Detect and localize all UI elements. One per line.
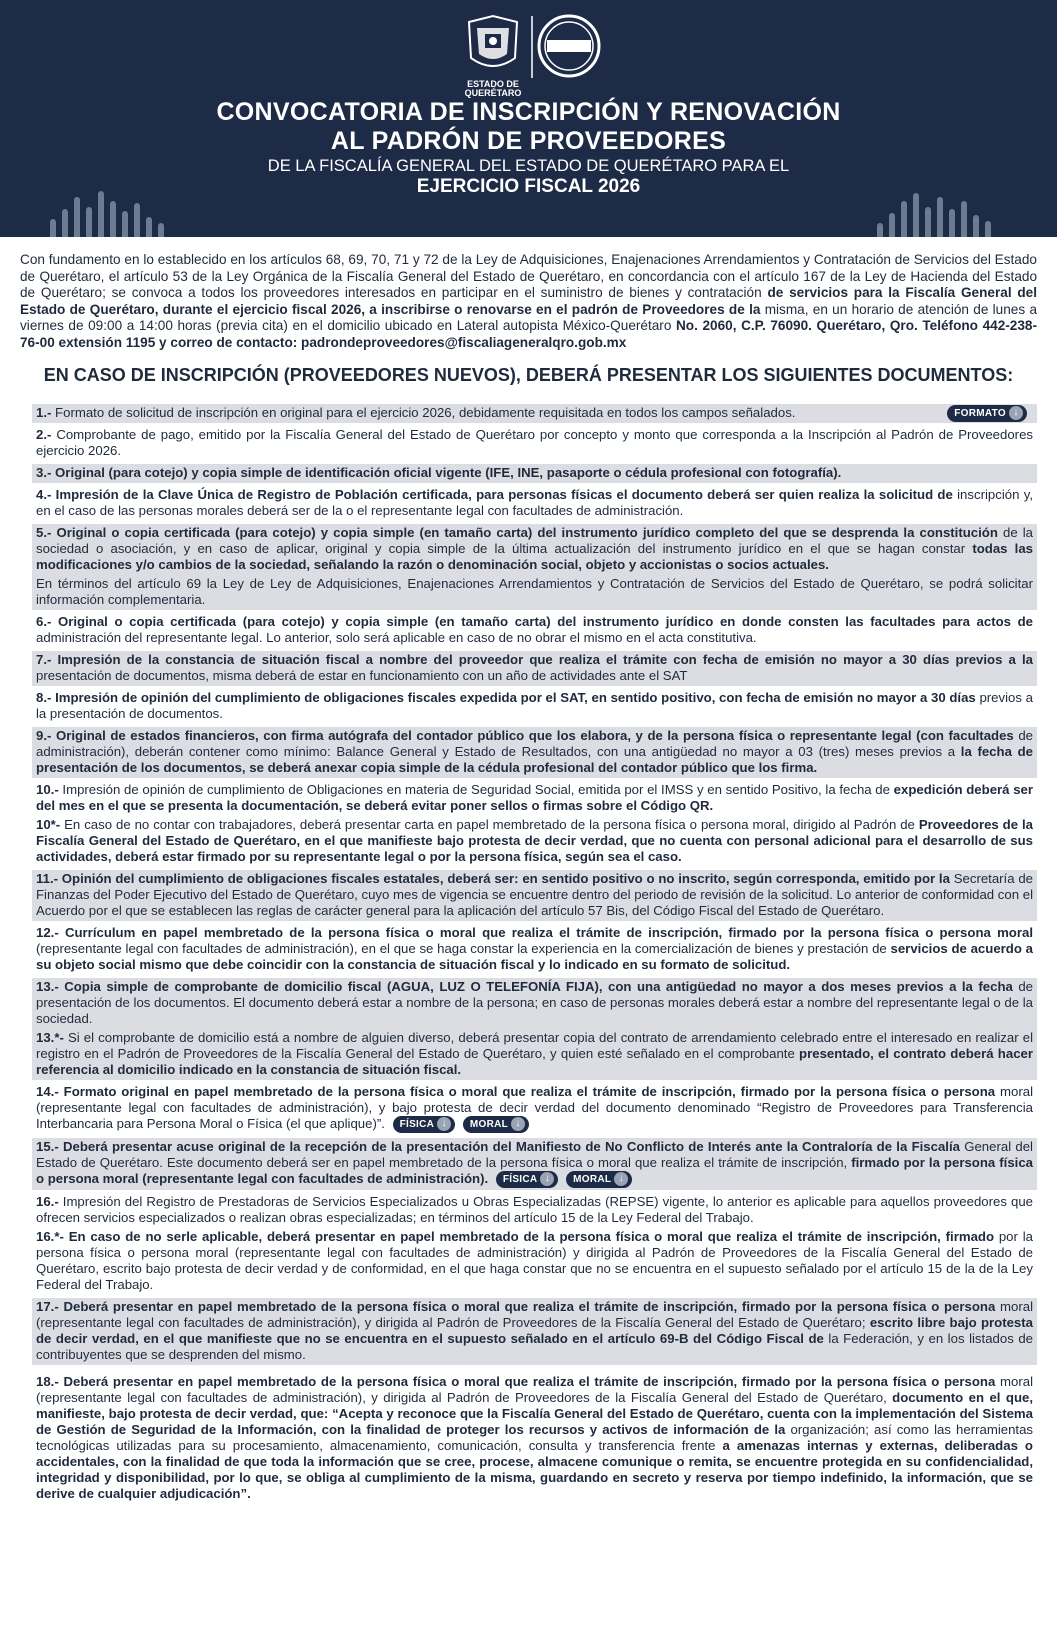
item-text: moral (representante legal con facultades de administración), y dirigida al Padrón de Proveedores de la Fiscalía General del Estado de Querétaro; xyxy=(36,1299,1034,1331)
list-item-3 xyxy=(32,464,1037,483)
item-text-bold: En caso de no serle aplicable, deberá presentar en papel membretado de la persona física o moral que realiza el trámite de inscripción, firmado xyxy=(63,1229,995,1245)
decor-bars-left xyxy=(50,177,180,237)
item-number: 8.- xyxy=(36,690,52,705)
item-number: 10*- xyxy=(36,817,61,832)
item-text: moral (representante legal con facultades de administración), y dirigida al Padrón de Proveedores de la Fiscalía General del Estado de Querétaro, xyxy=(36,1374,1034,1406)
item-number: 1.- xyxy=(36,405,52,420)
list-item-7 xyxy=(32,651,1037,686)
item-text-bold2: firmado por la persona física o persona moral (representante legal con facultades de administración). xyxy=(36,1155,1033,1187)
item-text-bold: Original o copia certificada (para cotejo) y copia simple (en tamaño carta) del instrumento jurídico completo del que se desprenda la constitución xyxy=(51,525,998,540)
subtitle-bold: EJERCICIO FISCAL 2026 xyxy=(416,176,641,197)
list-item-17 xyxy=(32,1298,1037,1365)
list-item-6 xyxy=(32,613,1037,648)
item-number: 4.- xyxy=(36,487,52,502)
moral-label: MORAL xyxy=(573,1174,612,1186)
item-text: de la sociedad o asociación, y en caso de aplicar, original y copia simple de la última actualización del instrumento jurídico en el que se hagan constar xyxy=(36,525,1034,556)
item-text: Formato de solicitud de inscripción en original para el ejercicio 2026, debidamente requisitada en todos los campos señalados. xyxy=(51,405,796,420)
item-text-bold: Deberá presentar en papel membretado de la persona física o moral que realiza el trámite de inscripción, firmado por la persona física o persona xyxy=(58,1374,996,1390)
item-text-bold: Original o copia certificada (para cotejo) y copia simple (en tamaño carta) del instrumento jurídico en donde consten las facultades para actos de xyxy=(51,614,1033,629)
item-text: por la persona física o persona moral (representante legal con facultades de administración) y dirigida al Padrón de Proveedores de la Fiscalía General del Estado de Querétaro, escrito bajo protesta de decir verdad y de conformidad, en el que haga constar que no se encuentra en el supuesto señalado por el artículo 15 de la de la Ley Federal del Trabajo. xyxy=(36,1229,1033,1293)
moral-label: MORAL xyxy=(469,1119,509,1131)
item-text-bold3: a amenazas internas y externas, deliberadas o accidentales, con la finalidad de que toda la información que se cree, procese, almacene comunique o remita, se encuentre protegida en su confidencialidad, integridad y disponibilidad, por lo que, se obliga al cumplimiento de la misma, guardando en secreto y reserva por tiempo indefinido, la información, que se derive de cualquier adjudicación”. xyxy=(36,1438,1033,1502)
fisica-label: FÍSICA xyxy=(502,1174,538,1186)
item-number: 17.- xyxy=(36,1299,59,1315)
item-text-bold: Proveedores de la Fiscalía General del Estado de Querétaro, en el que manifieste bajo protesta de decir verdad, que no cuenta con personal adicional para el desarrollo de sus actividades, deberá estar firmado por su representante legal o por la persona física, según sea el caso. xyxy=(36,817,1034,864)
item-text: (representante legal con facultades de administración), en el que se haga constar la experiencia en la comercialización de bienes y prestación de xyxy=(36,941,891,956)
estado-label xyxy=(452,80,534,98)
item-number: 2.- xyxy=(36,427,52,442)
item-text-bold: Currículum en papel membretado de la persona física o moral que realiza el trámite de inscripción, firmado por la persona física o persona moral xyxy=(58,925,1033,940)
item-number: 3.- xyxy=(36,465,52,480)
list-item-1 xyxy=(32,404,1037,423)
item-number: 12.- xyxy=(36,925,59,940)
item-number: 5.- xyxy=(36,525,52,540)
item-text-bold2: servicios de acuerdo a su objeto social mismo que debe coincidir con la constancia de situación fiscal y lo indicado en su formato de solicitud. xyxy=(36,941,1033,972)
item-text-bold2: todas las modificaciones y/o cambios de la sociedad, señalando la razón o denominación social, objeto y accionistas o socios actuales. xyxy=(36,541,1034,572)
item-text2: organización; así como las herramientas tecnológicas utilizadas para su procesamiento, almacenamiento, comunicación, consulta y transferencia frente xyxy=(36,1422,1034,1454)
item-number: 16.- xyxy=(36,1194,59,1210)
item-number: 13.- xyxy=(36,979,59,994)
item-text-bold: Copia simple de comprobante de domicilio fiscal (AGUA, LUZ O TELEFONÍA FIJA), con una antigüedad no mayor a dos meses previos a la fecha xyxy=(58,979,1013,994)
download-arrow-icon: ↓ xyxy=(511,1117,525,1131)
item-text: General del Estado de Querétaro. Este documento deberá ser en papel membretado de la persona física o moral que realiza el trámite de inscripción, xyxy=(36,1139,1033,1171)
intro-part1: Con fundamento en lo establecido en los artículos 68, 69, 70, 71 y 72 de la Ley de Adquisiciones, Enajenaciones Arrendamientos y Contratación de Servicios del Estado de Querétaro, el artículo 53 de la Ley Orgánica de la Fiscalía General del Estado de Querétaro, en concordancia con el artículo 167 de la Ley de Hacienda del Estado de Querétaro; se convoca a todos los proveedores interesados en participar en el suministro de bienes y contratación xyxy=(20,252,1037,301)
fiscalia-seal-icon xyxy=(537,14,601,78)
item-text: Secretaría de Finanzas del Poder Ejecutivo del Estado de Querétaro, cuyo mes de vigencia se encuentre dentro del periodo de revisión de la solicitud. Lo anterior de conformidad con el Acuerdo por el que se establecen las reglas de carácter general para la aplicación del artículo 57 Bis, del Código Fiscal del Estado de Querétaro. xyxy=(36,871,1034,918)
moral-download-button[interactable] xyxy=(463,1116,529,1133)
list-item-15 xyxy=(32,1138,1037,1190)
item-number: 6.- xyxy=(36,614,52,629)
logo-group xyxy=(0,12,1057,98)
list-item-4 xyxy=(32,486,1037,521)
item-text-bold: Formato original en papel membretado de la persona física o moral que realiza el trámite de inscripción, firmado por la persona física o persona xyxy=(58,1084,996,1099)
list-item-2 xyxy=(32,426,1037,461)
formato-label: FORMATO xyxy=(954,408,1006,419)
formato-download-button[interactable] xyxy=(947,405,1027,422)
section-title: EN CASO DE INSCRIPCIÓN (PROVEEDORES NUEVOS), DEBERÁ PRESENTAR LOS SIGUIENTES DOCUMENTOS: xyxy=(43,365,1014,385)
item-text-bold2: documento en el que, manifieste, bajo protesta de decir verdad, que: “Acepta y reconoce que la Fiscalía General del Estado de Querétaro, cuenta con la implementación del Sistema de Gestión de Seguridad de la Información, con la finalidad de proteger los recursos y activos de información de la xyxy=(36,1390,1033,1438)
item-text2: la Federación, y en los listados de contribuyentes que se desprenden del mismo. xyxy=(36,1331,1033,1363)
list-item-16 xyxy=(32,1193,1037,1295)
item-number: 9.- xyxy=(36,728,52,743)
list-item-8 xyxy=(32,689,1037,724)
item-text-bold: Impresión de la Clave Única de Registro de Población certificada, para personas físicas el documento deberá ser quien realiza la solicitud de xyxy=(51,487,953,502)
item-text-bold: Deberá presentar acuse original de la recepción de la presentación del Manifiesto de No Conflicto de Interés ante la Contraloría de la Fiscalía xyxy=(58,1139,960,1155)
item-text-bold2: la fecha de presentación de los documentos, se deberá anexar copia simple de la cédula profesional del contador público que los firma. xyxy=(36,744,1033,775)
item-number: 11.- xyxy=(36,871,58,886)
item-number: 18.- xyxy=(36,1374,59,1390)
item-text: Comprobante de pago, emitido por la Fiscalía General del Estado de Querétaro por concepto y monto que corresponda a la Inscripción al Padrón de Proveedores ejercicio 2026. xyxy=(36,427,1033,458)
list-item-14 xyxy=(32,1083,1037,1135)
requirements-list xyxy=(32,404,1037,1507)
decor-bars-right xyxy=(877,177,1007,237)
item-text: inscripción y, en el caso de las personas morales deberá ser de la o el representante legal con facultades de administración. xyxy=(36,487,1033,518)
item-text: Original (para cotejo) y copia simple de identificación oficial vigente (IFE, INE, pasaporte o cédula profesional con fotografía). xyxy=(51,465,842,480)
list-item-5 xyxy=(32,524,1037,610)
item-text-bold: presentado, el contrato deberá hacer referencia al domicilio indicado en la constancia de situación fiscal. xyxy=(36,1046,1033,1077)
fisica-label: FÍSICA xyxy=(399,1119,435,1131)
item-text-bold: expedición deberá ser del mes en el que se presenta la documentación, se deberá evitar poner sellos o firmas sobre el Código QR. xyxy=(36,782,1033,813)
item-text-bold: Impresión de la constancia de situación fiscal a nombre del proveedor que realiza el trámite con fecha de emisión no mayor a 30 días previos a la xyxy=(51,652,1033,667)
item-text-bold: Opinión del cumplimiento de obligaciones fiscales estatales, deberá ser: en sentido positivo o no inscrito, según corresponda, emitido por la xyxy=(58,871,950,886)
intro-part4: No. 2060, C.P. 76090. Querétaro, Qro. Teléfono 442-238-76-00 extensión 1195 y correo de contacto: padrondeproveedores@fiscaliageneralqro.gob.mx xyxy=(20,318,1037,350)
item-text: administración del representante legal. Lo anterior, solo será aplicable en caso de no obrar el mismo en el acta constitutiva. xyxy=(36,630,757,645)
item-text-bold: Original de estados financieros, con firma autógrafa del contador público que los elabora, y de la persona física o representante legal (con facultades xyxy=(51,728,1014,743)
list-item-9 xyxy=(32,727,1037,778)
fisica-download-button[interactable] xyxy=(496,1171,559,1188)
fisica-download-button[interactable] xyxy=(393,1116,456,1133)
item-number: 14.- xyxy=(36,1084,59,1099)
item-text: presentación de documentos, misma deberá de estar en funcionamiento con un año de actividades ante el SAT xyxy=(36,668,688,683)
title-line1: CONVOCATORIA DE INSCRIPCIÓN Y RENOVACIÓN xyxy=(216,98,841,126)
logo-divider xyxy=(531,16,533,78)
item-text: moral (representante legal con facultades de administración), y bajo protesta de decir verdad del documento denominado “Registro de Proveedores para Transferencia Interbancaria para Persona Moral o Física (el que aplique)”. xyxy=(36,1084,1033,1131)
download-arrow-icon: ↓ xyxy=(1009,406,1023,420)
intro-part2: de servicios para la Fiscalía General del Estado de Querétaro, durante el ejercicio fiscal 2026, a inscribirse o renovarse en el padrón de Proveedores de la xyxy=(20,285,1037,317)
moral-download-button[interactable] xyxy=(566,1171,632,1188)
item-text: Impresión de opinión de cumplimiento de Obligaciones en materia de Seguridad Social, emitida por el IMSS y en sentido Positivo, la fecha de xyxy=(58,782,894,797)
item-text: previos a la presentación de documentos. xyxy=(36,690,1033,721)
list-item-11 xyxy=(32,870,1037,921)
item-text: Impresión del Registro de Prestadoras de Servicios Especializados u Obras Especializadas (REPSE) vigente, lo anterior es aplicable para aquellos proveedores que ofrecen servicios especializados o realizan obras especializadas; en términos del artículo 15 de la Ley Federal del Trabajo. xyxy=(36,1194,1033,1226)
item-number: 7.- xyxy=(36,652,52,667)
download-arrow-icon: ↓ xyxy=(540,1172,554,1186)
estado-line1: ESTADO DE xyxy=(467,79,519,89)
list-item-18 xyxy=(32,1373,1037,1504)
list-item-10 xyxy=(32,781,1037,867)
list-item-13 xyxy=(32,978,1037,1080)
estado-line2: QUERÉTARO xyxy=(464,88,522,98)
item-text-bold2: escrito libre bajo protesta de decir verdad, en el que manifieste que no se encuentra en el supuesto señalado en el artículo 69-B del Código Fiscal de xyxy=(36,1315,1033,1347)
item-number: 13.*- xyxy=(36,1030,64,1045)
item-text-bold: Deberá presentar en papel membretado de la persona física o moral que realiza el trámite de inscripción, firmado por la persona física o persona xyxy=(58,1299,996,1315)
item-number: 15.- xyxy=(36,1139,59,1155)
item-text-bold: Impresión de opinión del cumplimiento de obligaciones fiscales expedida por el SAT, en sentido positivo, con fecha de emisión no mayor a 30 días xyxy=(51,690,976,705)
download-arrow-icon: ↓ xyxy=(437,1117,451,1131)
title-line2: AL PADRÓN DE PROVEEDORES xyxy=(330,127,727,155)
item-number: 10.- xyxy=(36,782,59,797)
list-item-12 xyxy=(32,924,1037,975)
item-text: En caso de no contar con trabajadores, deberá presentar carta en papel membretado de la persona física o persona moral, dirigido al Padrón de xyxy=(60,817,919,832)
item-text: de administración), deberán contener como mínimo: Balance General y Estado de Resultados, con una antigüedad no mayor a 03 (tres) meses previos a xyxy=(36,728,1033,759)
intro-paragraph xyxy=(20,252,1037,352)
intro-part3: misma, en un horario de atención de lunes a viernes de 09:00 a 14:00 horas (previa cita) en el domicilio ubicado en Lateral autopista México-Querétaro xyxy=(20,301,1037,334)
item-number: 16.*- xyxy=(36,1229,64,1245)
item-text: Si el comprobante de domicilio está a nombre de alguien diverso, deberá presentar copia del contrato de arrendamiento celebrado entre el interesado en realizar el registro en el Padrón de Proveedores de la Fiscalía General del Estado de Querétaro, y quien esté señalado en el comprobante xyxy=(36,1030,1033,1061)
item-note: En términos del artículo 69 la Ley de Ley de Adquisiciones, Enajenaciones Arrendamientos y Contratación de Servicios del Estado de Querétaro, se podrá solicitar información complementaria. xyxy=(36,576,1033,607)
subtitle: DE LA FISCALÍA GENERAL DEL ESTADO DE QUERÉTARO PARA EL xyxy=(267,157,790,175)
download-arrow-icon: ↓ xyxy=(614,1172,628,1186)
item-text: de presentación de los documentos. El documento deberá estar a nombre de la persona; en caso de personas morales deberá estar a nombre del representante legal o de la sociedad. xyxy=(36,979,1034,1026)
header-banner xyxy=(0,0,1057,237)
